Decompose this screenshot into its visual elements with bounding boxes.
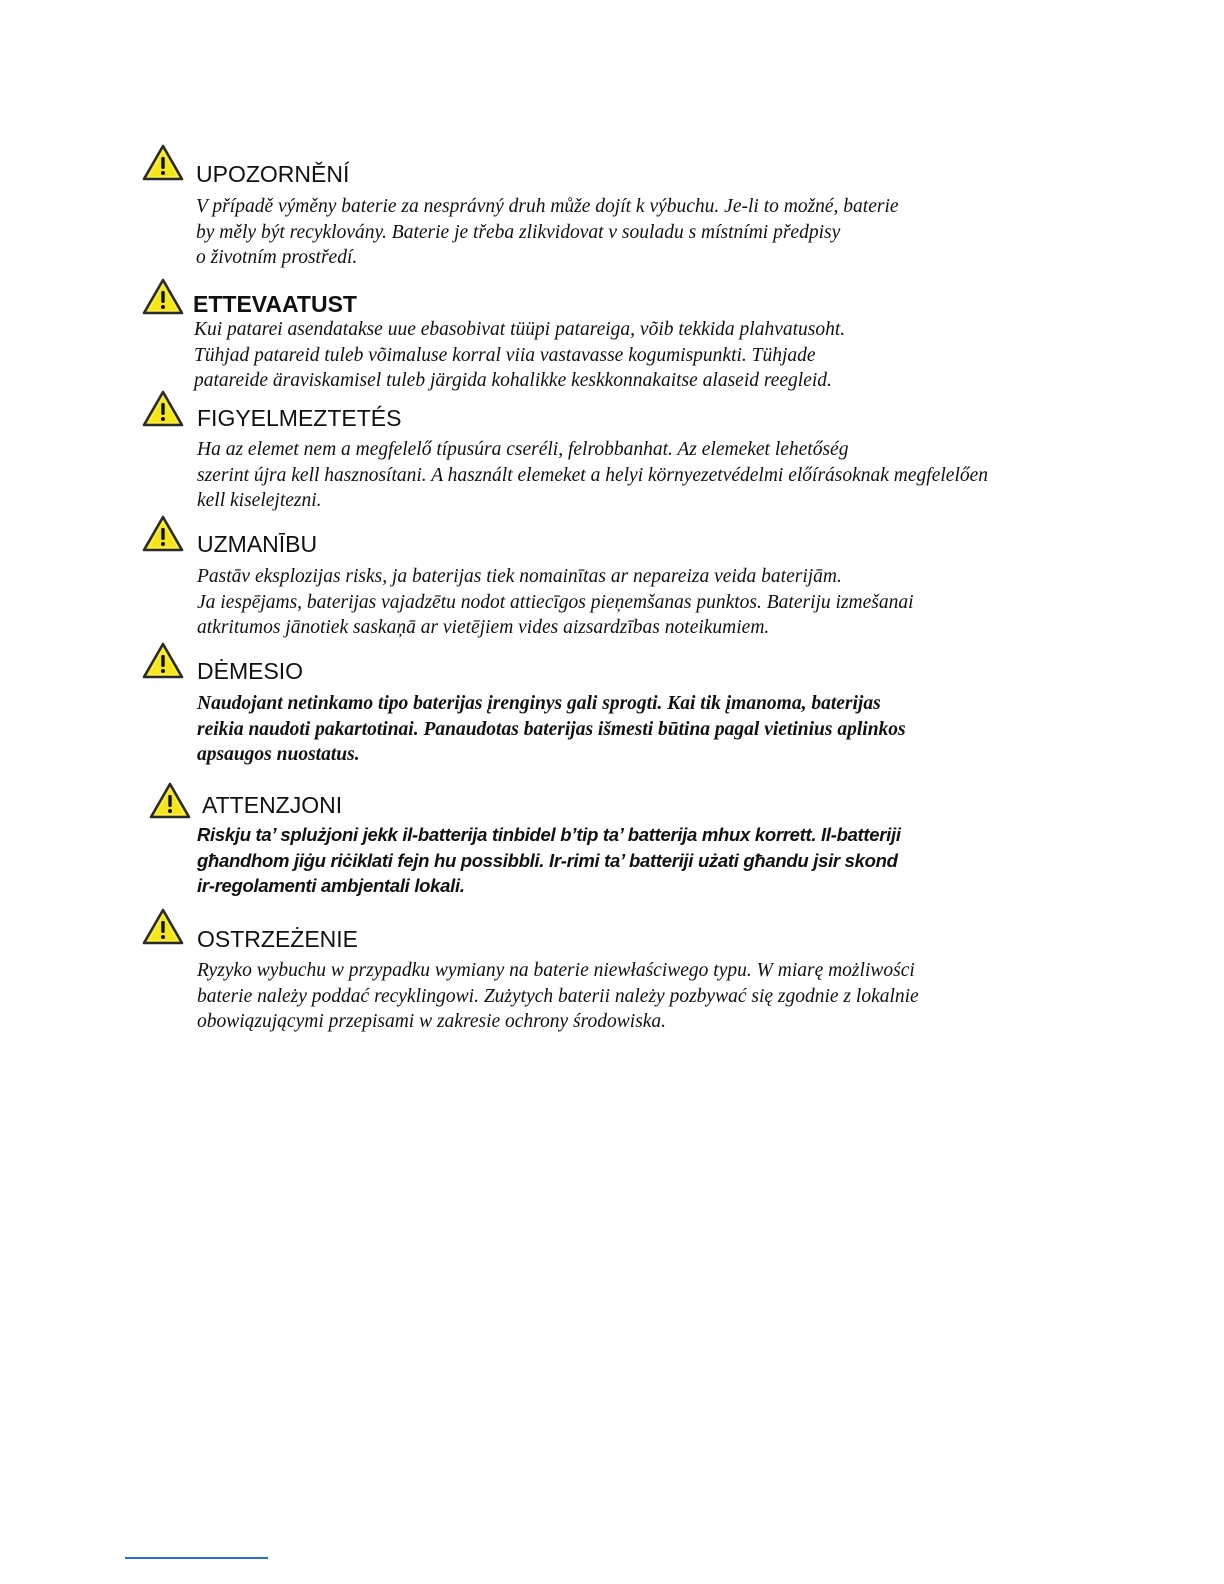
warning-text-line: Naudojant netinkamo tipo baterijas įrenginys gali sprogti. Kai tik įmanoma, baterijas (197, 693, 881, 714)
warning-text-line: kell kiselejtezni. (197, 490, 322, 511)
warning-triangle-icon (142, 908, 184, 946)
warning-text-line: Riskju ta’ splużjoni jekk il-batterija tinbidel b’tip ta’ batterija mhux korrett. Il-batteriji (197, 824, 901, 845)
warning-text-line: ir-regolamenti ambjentali lokali. (197, 875, 465, 896)
warning-text-line: Ryzyko wybuchu w przypadku wymiany na baterie niewłaściwego typu. W miarę możliwości (197, 960, 915, 981)
footer-divider (125, 1557, 268, 1559)
warning-text-line: o životním prostředí. (196, 247, 358, 268)
warning-text-line: reikia naudoti pakartotinai. Panaudotas baterijas išmesti būtina pagal vietinius aplinkos (197, 718, 906, 740)
warning-title: ETTEVAATUST (193, 291, 357, 317)
warning-triangle-icon (142, 642, 184, 680)
warning-text-line: għandhom jiġu riċiklati fejn hu possibbli. Ir-rimi ta’ batteriji użati għandu jsir skond (197, 849, 898, 871)
warning-text-line: Tühjad patareid tuleb võimaluse korral viia vastavasse kogumispunkti. Tühjade (194, 344, 816, 366)
warning-text-line: Kui patarei asendatakse uue ebasobivat tüüpi patareiga, võib tekkida plahvatusoht. (194, 319, 846, 340)
warning-text (197, 822, 901, 899)
warning-title: FIGYELMEZTETÉS (197, 405, 402, 431)
warning-triangle-icon (142, 278, 184, 316)
warning-triangle-icon (142, 390, 184, 428)
warning-text (197, 437, 988, 514)
warning-text-line: by měly být recyklovány. Baterie je třeba zlikvidovat v souladu s místními předpisy (196, 221, 841, 243)
warning-triangle-icon (149, 782, 191, 820)
warning-title: ATTENZJONI (202, 792, 343, 818)
warning-text-line: Ha az elemet nem a megfelelő típusúra cseréli, felrobbanhat. Az elemeket lehetőség (197, 439, 849, 460)
warning-text-line: patareide äraviskamisel tuleb järgida kohalikke keskkonnakaitse alaseid reegleid. (194, 370, 832, 391)
warning-text (194, 317, 845, 394)
warning-text-line: apsaugos nuostatus. (197, 744, 360, 765)
warning-text (197, 958, 919, 1035)
warning-text-line: baterie należy poddać recyklingowi. Zużytych baterii należy pozbywać się zgodnie z lokalnie (197, 985, 919, 1007)
warning-title: UZMANĪBU (197, 531, 318, 557)
warning-text-line: Pastāv eksplozijas risks, ja baterijas tiek nomainītas ar nepareiza veida baterijām. (197, 566, 842, 587)
warning-text-line: obowiązującymi przepisami w zakresie ochrony środowiska. (197, 1011, 667, 1032)
warning-text (197, 691, 906, 768)
warning-triangle-icon (142, 515, 184, 553)
warning-title: OSTRZEŻENIE (197, 926, 359, 952)
warning-title: DĖMESIO (197, 658, 304, 684)
warning-triangle-icon (142, 144, 184, 182)
warning-text (196, 194, 899, 271)
warning-text-line: Ja iespējams, baterijas vajadzētu nodot attiecīgos pieņemšanas punktos. Bateriju izmešanai (197, 591, 914, 613)
warning-text-line: V případě výměny baterie za nesprávný druh může dojít k výbuchu. Je-li to možné, baterie (196, 196, 899, 217)
warning-text (197, 564, 914, 641)
warning-text-line: szerint újra kell hasznosítani. A használt elemeket a helyi környezetvédelmi előírásoknak megfelelően (197, 464, 989, 486)
warning-text-line: atkritumos jānotiek saskaņā ar vietējiem vides aizsardzības noteikumiem. (197, 617, 770, 638)
warning-title: UPOZORNĚNÍ (196, 161, 350, 187)
